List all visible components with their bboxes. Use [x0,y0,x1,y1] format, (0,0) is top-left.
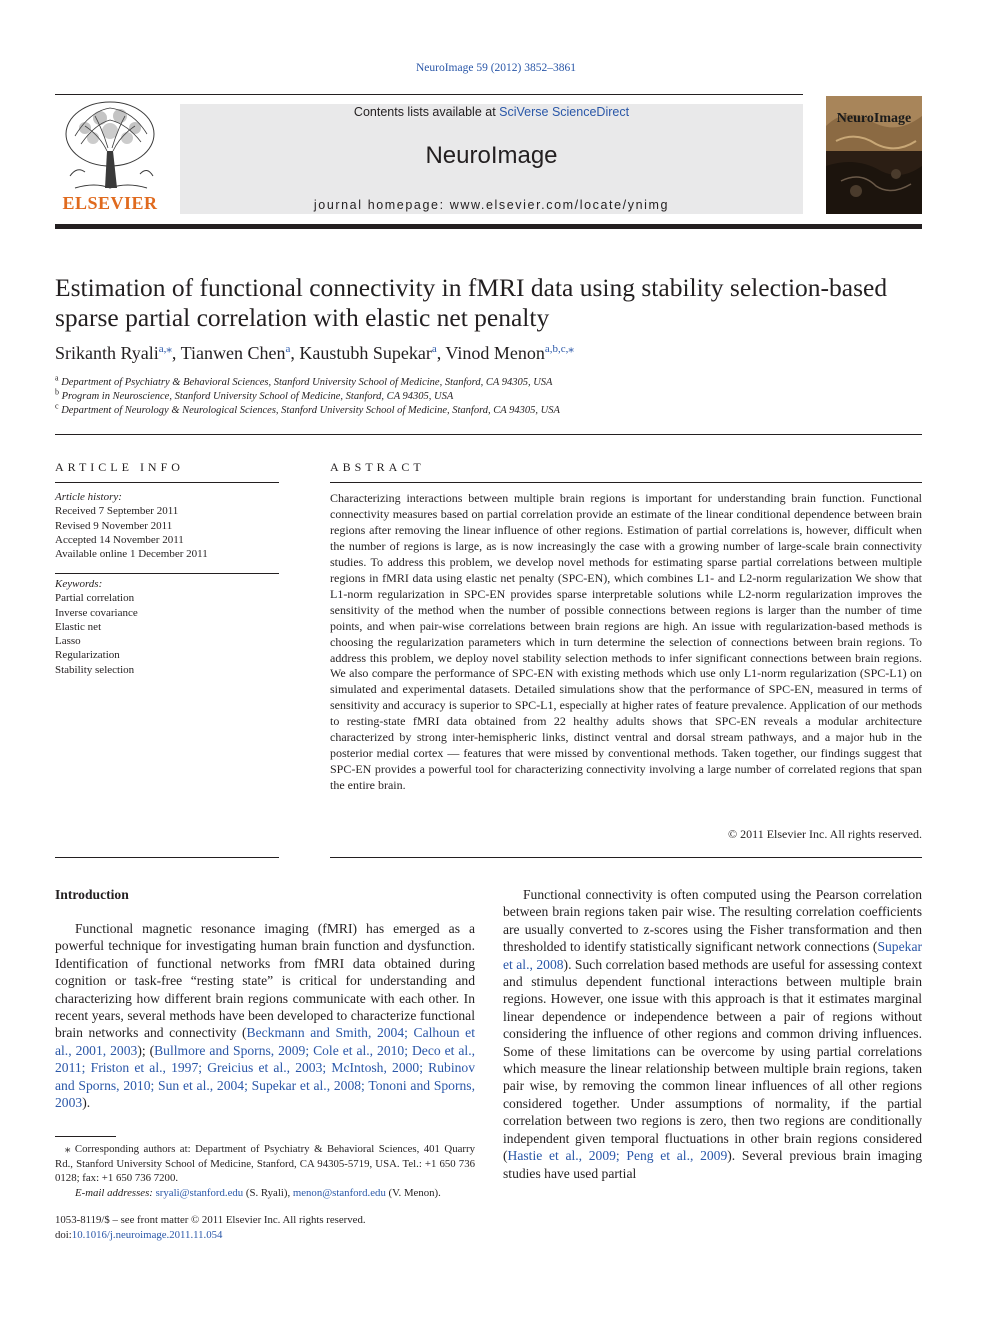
doi-label: doi: [55,1228,72,1241]
corresponding-author-footnote [55,1142,475,1200]
affiliation-text: Department of Psychiatry & Behavioral Sciences, Stanford University School of Medicine, Stanford, CA 94305, USA [61,377,553,388]
email-owner: (S. Ryali), [243,1186,293,1199]
keywords-label: Keywords: [55,578,103,590]
affiliation [55,387,925,402]
affiliation-text: Program in Neuroscience, Stanford University School of Medicine, Stanford, CA 94305, USA [61,391,454,402]
history-item: Accepted 14 November 2011 [55,533,184,546]
header-top-rule [55,94,803,95]
email-label: E-mail addresses: [75,1186,153,1199]
keywords-rule [55,573,279,574]
citation-link[interactable]: Hastie et al., 2009; Peng et al., 2009 [507,1148,728,1164]
citation-link[interactable]: Bullmore and Sporns, 2009; Cole et al., 2010; Deco et al., 2011; Friston et al., 1997; Greicius et al., 2003; McIntosh, 2000; Rubinov and Sporns, 2010; Sun et al., 2004; Supekar et al., 2008; Tononi and Sporns, 2003 [55,1042,475,1111]
doi-line [55,1228,475,1243]
author-affiliation-mark[interactable]: a [431,343,437,355]
article-history-label: Article history: [55,491,122,503]
journal-homepage-link[interactable]: journal homepage: www.elsevier.com/locate/ynimg [313,198,670,212]
affiliation [55,401,925,416]
author-affiliation-mark[interactable]: a,⁎ [158,343,172,355]
author-separator: , [436,343,446,363]
elsevier-tree-icon [55,96,165,196]
author-affiliation-mark[interactable]: a [285,343,291,355]
issn-line: 1053-8119/$ – see front matter © 2011 Elsevier Inc. All rights reserved. [55,1214,366,1226]
contents-line [180,105,803,119]
email-line [55,1186,475,1201]
email-link[interactable]: sryali@stanford.edu [155,1186,244,1199]
author-separator: , [171,343,181,363]
citation-link[interactable]: Beckmann and Smith, 2004; Calhoun et al., 2001, 2003 [55,1025,475,1058]
history-item: Received 7 September 2011 [55,505,179,518]
keyword-item: Lasso [55,635,81,648]
keyword-item: Partial correlation [55,592,135,605]
paragraph-text: Functional connectivity is often computed using the Pearson correlation between brain regions taken pair wise. The resulting correlation coefficients are usually converted to z-scores using the Fisher transformation and then thresholded to identify statistically significant network connections ( [503,887,922,955]
doi-link[interactable]: 10.1016/j.neuroimage.2011.11.054 [71,1228,223,1241]
keyword-item: Stability selection [55,663,135,676]
header-thick-rule [55,224,922,229]
author-name[interactable]: Kaustubh Supekar [299,343,432,363]
article-info-rule [55,482,279,483]
email-owner: (V. Menon). [385,1186,441,1199]
affiliation-mark: a [55,373,59,383]
history-item: Revised 9 November 2011 [55,519,173,532]
paragraph-text: ); ( [137,1042,155,1058]
journal-name: NeuroImage [425,142,558,169]
footnote-rule [55,1136,116,1137]
affiliation [55,373,925,388]
email-link[interactable]: menon@stanford.edu [292,1186,386,1199]
paragraph-text: ). Several previous brain imaging studies have used partial [503,1148,923,1181]
paragraph-text: Functional magnetic resonance imaging (fMRI) has emerged as a powerful technique for investigating human brain function and dysfunction. Identification of functional networks from fMRI data obtained during cognition or task-free “resting state” is critical for understanding and characterizing how different brain regions communicate with each other. In recent years, several methods have been developed to characterize functional brain networks and connectivity ( [55,921,475,1041]
article-info-bottom-rule [55,857,279,858]
introduction-heading: Introduction [55,887,129,902]
abstract-text: Characterizing interactions between multiple brain regions is important for understanding brain function. Functional connectivity measures based on partial correlation provide an estimate of the linear conditional dependence between brain regions after removing the linear influence of other regions. Estimation of partial correlations is, however, difficult when the number of regions is large, as is now increasingly the case with a growing number of large-scale brain connectivity studies. To address this problem, we develop novel methods for estimating sparse partial correlations between multiple regions in fMRI data using elastic net penalty (SPC-EN), which combines L1- and L2-norm regularization We show that L1-norm regularization in SPC-EN provides sparse interpretable solutions while L2-norm regularization improves the sensitivity of the method when the number of possible connections between regions is larger than the number of time points, and when pair-wise correlations between brain regions are high. An issue with regularization-based methods is choosing the regularization parameters which in turn determine the selection of connections between brain regions. To address this problem, we deploy novel stability selection methods to infer significant connections between brain regions. We also compare the performance of SPC-EN with existing methods which use only L1-norm regularization (SPC-L1) on simulated and experimental datasets. Detailed simulations show that the performance of SPC-EN, measured in terms of sensitivity and accuracy is superior to SPC-L1, especially at higher rates of feature prevalence. Application of our methods to resting-state fMRI data obtained from 22 healthy adults shows that SPC-EN reveals a modular architecture characterized by strong inter-hemispheric links, distinct ventral and dorsal stream pathways, and a major hub in the posterior medial cortex — features that were missed by conventional methods. Taken together, our findings suggest that SPC-EN provides a powerful tool for characterizing connectivity involving a large number of correlated regions that span the entire brain. [330,491,922,793]
author-name[interactable]: Vinod Menon [445,343,545,363]
author-name[interactable]: Tianwen Chen [180,343,286,363]
keyword-item: Regularization [55,649,120,662]
contents-prefix: Contents lists available at [353,105,500,119]
issn-block [55,1213,475,1242]
journal-cover-image[interactable] [826,96,922,214]
paragraph-text: ). Such correlation based methods are useful for assessing context and stimulus dependent functional interactions between multiple brain regions. However, one issue with this approach is that it estimates marginal linear dependence or independence between a pair of regions without considering the influence of other regions and common driving influences. Some of these limitations can be overcome by using partial correlations which measure the linear relationship between multiple brain regions, taken pair wise, by removing the common linear influences of all other regions considered together. Under assumptions of normality, if the partial correlation between two regions is zero, then two regions are conditionally independent given temporal fluctuations in other brain regions considered ( [503,956,922,1164]
corresponding-text: Corresponding authors at: Department of Psychiatry & Behavioral Sciences, 401 Quarry Rd., Stanford University School of Medicine, Stanford, CA 94305-5719, USA. Tel.: +1 650 736 0128; fax: +1 650 736 7200. [55,1143,475,1185]
article-info-heading: ARTICLE INFO [55,460,184,474]
paragraph [503,886,922,1182]
author-affiliation-mark[interactable]: a,b,c,⁎ [544,343,574,355]
history-item: Available online 1 December 2011 [55,548,208,561]
abstract-heading: ABSTRACT [330,460,425,474]
corresponding-note [55,1142,475,1186]
paragraph [55,920,475,1111]
keyword-item: Inverse covariance [55,606,138,619]
keyword-item: Elastic net [55,620,102,633]
cover-title: NeuroImage [836,111,912,126]
paragraph-text: ). [82,1095,91,1111]
affiliation-mark: c [55,401,59,411]
article-history [55,490,279,561]
sciencedirect-link[interactable]: SciVerse ScienceDirect [499,105,630,119]
elsevier-logo[interactable] [55,96,165,214]
elsevier-wordmark: ELSEVIER [62,193,158,213]
author-list [55,343,925,364]
affiliation-text: Department of Neurology & Neurological Sciences, Stanford University School of Medicine, Stanford, CA 94305, USA [61,405,560,416]
citation-link[interactable]: Supekar et al., 2008 [503,939,922,972]
abstract-rule [330,482,922,483]
journal-citation-link[interactable]: NeuroImage 59 (2012) 3852–3861 [415,62,576,74]
body-column-right [503,886,922,1182]
author-name[interactable]: Srikanth Ryali [55,343,159,363]
title-block-rule [55,434,922,435]
keywords-list [55,577,279,677]
footnote-star: ⁎ [65,1143,71,1155]
article-title: Estimation of functional connectivity in fMRI data using stability selection-based sparse partial correlation with elastic net penalty [55,273,888,332]
affiliation-mark: b [55,387,59,397]
abstract-copyright: © 2011 Elsevier Inc. All rights reserved. [728,827,922,841]
author-separator: , [290,343,300,363]
body-column-left [55,920,475,1111]
abstract-bottom-rule [330,857,922,858]
